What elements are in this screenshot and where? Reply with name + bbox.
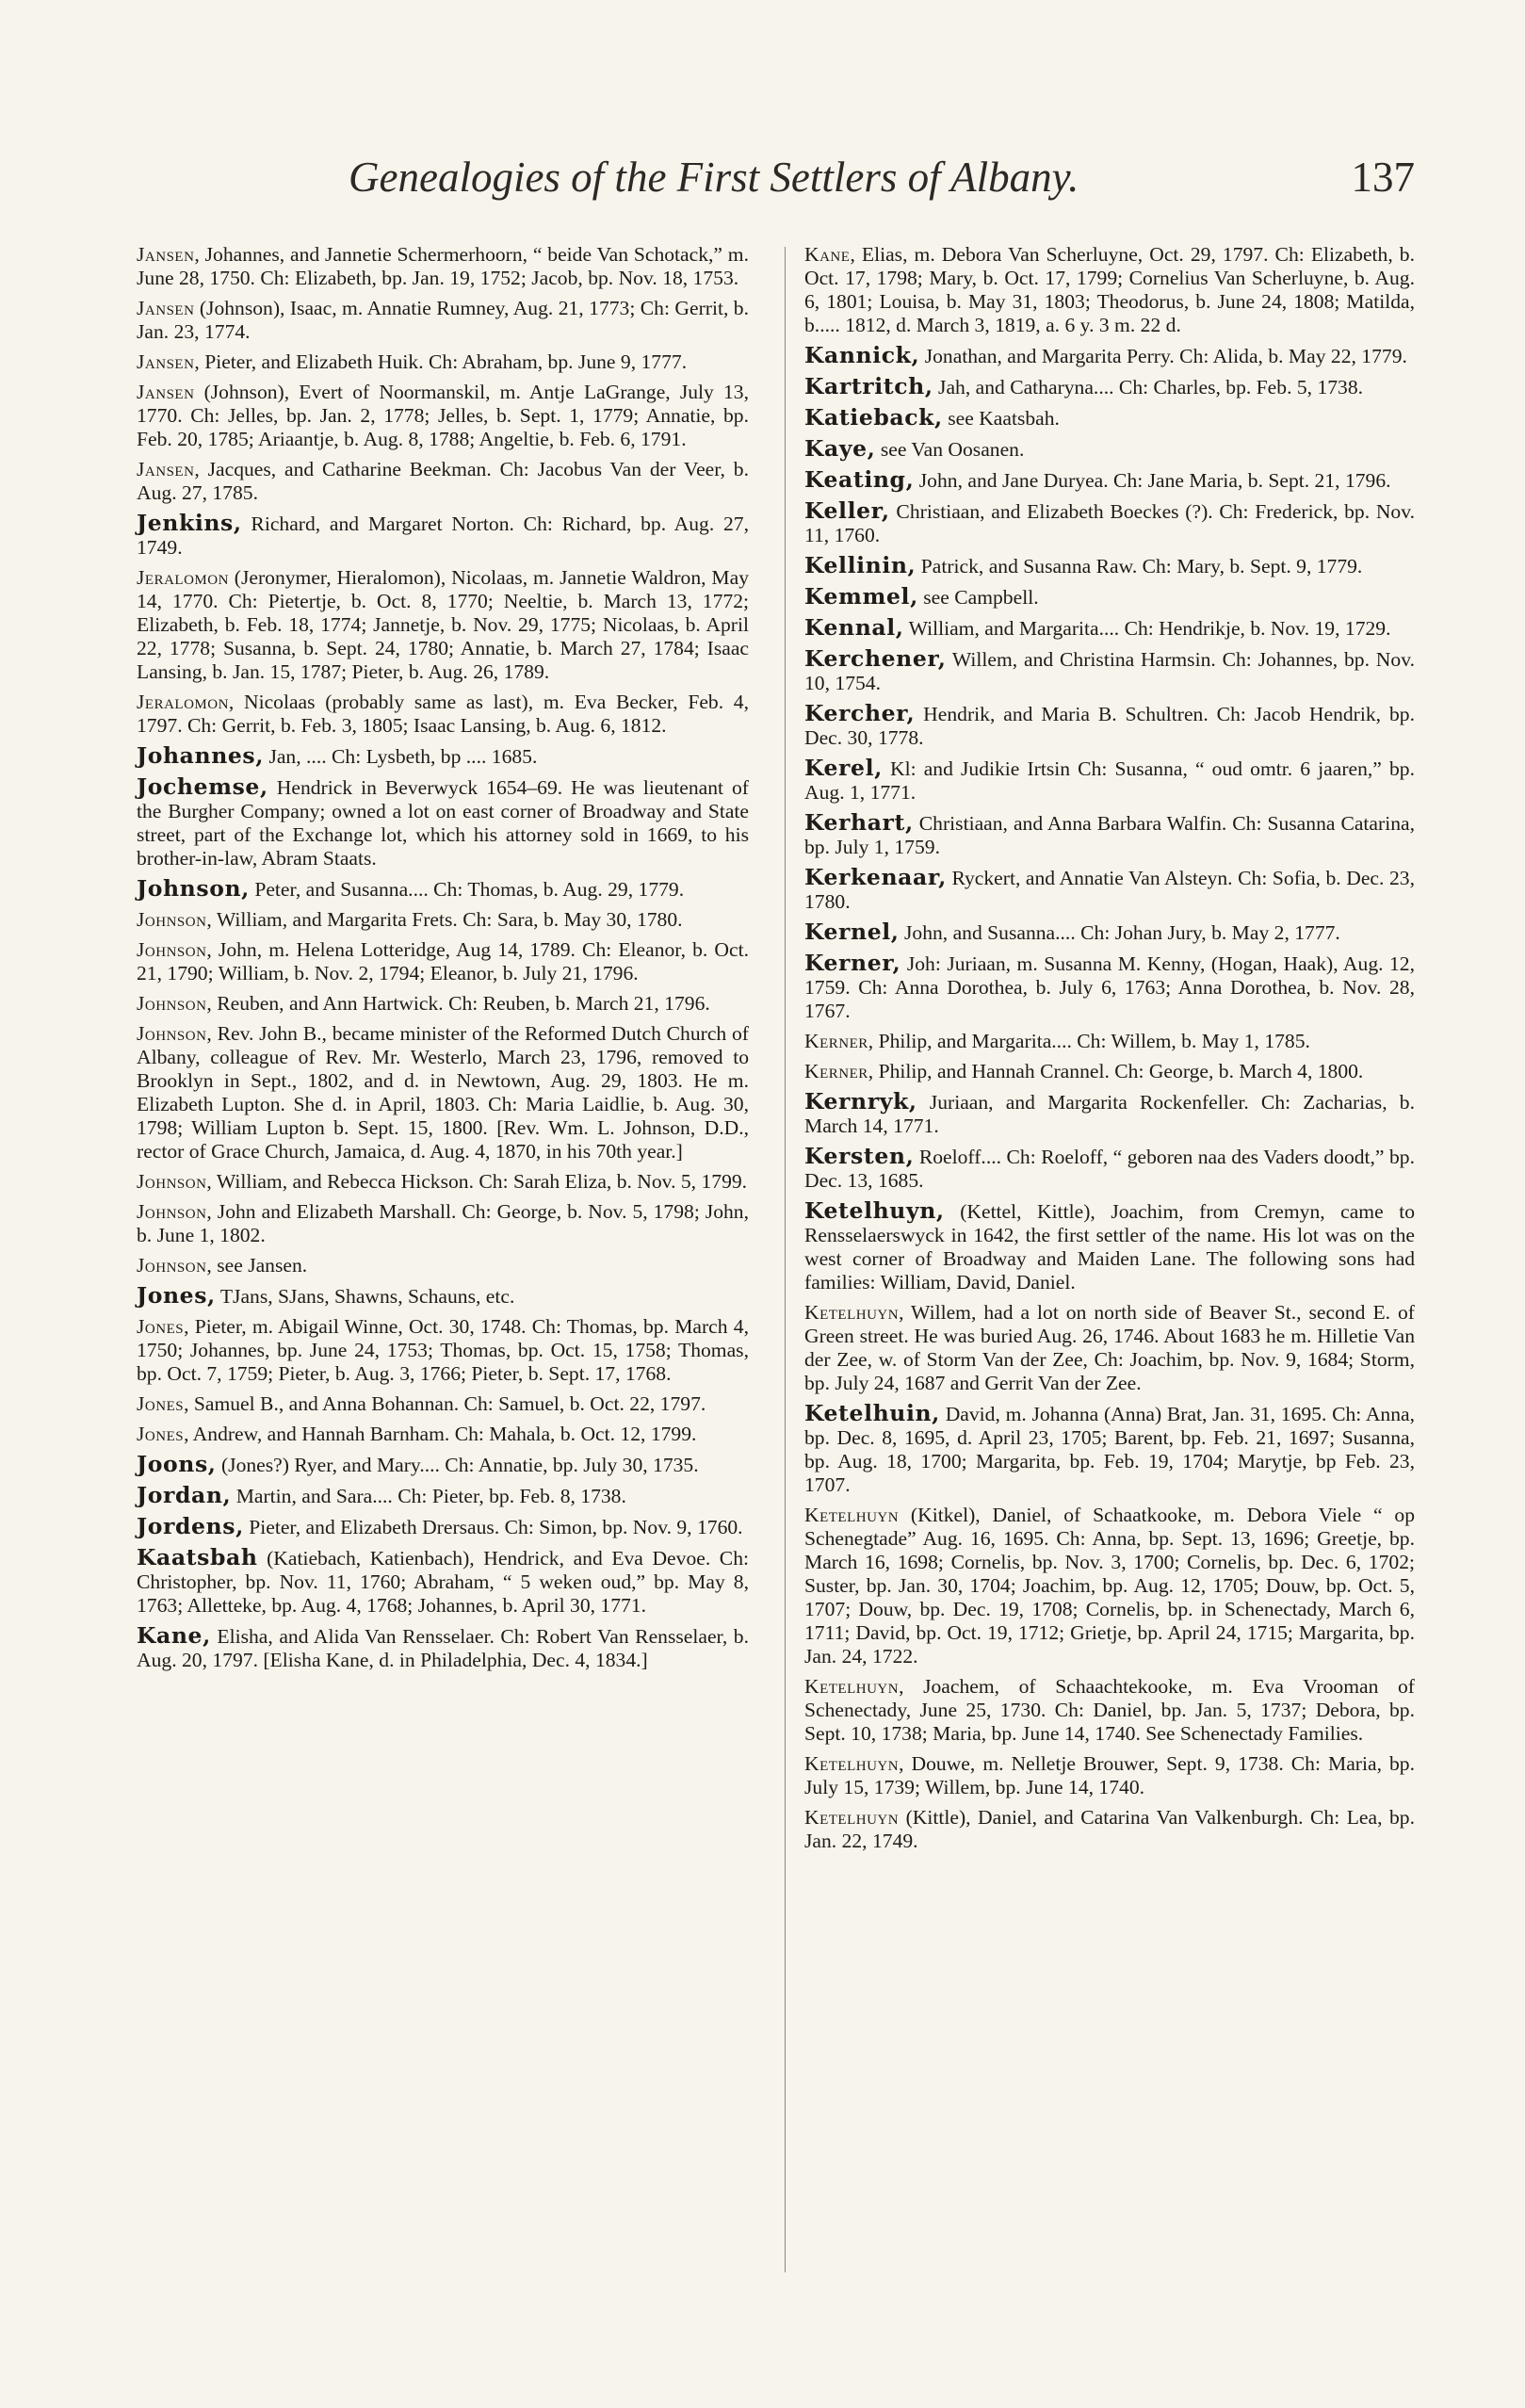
entry-text: Richard, and Margaret Norton. Ch: Richard, bp. Aug. 27, 1749. <box>137 513 749 559</box>
entry-surname: Joons, <box>137 1451 217 1477</box>
entry-text: see Van Oosanen. <box>875 438 1025 461</box>
genealogy-entry <box>137 566 749 684</box>
entry-surname: Ketelhuyn <box>804 1806 900 1829</box>
entry-text: , Rev. John B., became minister of the Reformed Dutch Church of Albany, colleague of Rev. Mr. Westerlo, March 23, 1796, removed to Brooklyn in Sept., 1802, and d. in Newtown, Aug. 29, 1803. He m. Elizabeth Lupton. She d. in April, 1803. Ch: Maria Laidlie, b. Aug. 30, 1798; William Lupton b. Sept. 15, 1800. [Rev. Wm. L. Johnson, D.D., rector of Grace Church, Jamaica, d. Aug. 4, 1870, in his 70th year.] <box>137 1022 749 1163</box>
entry-text: (Kettel, Kittle), Joachim, from Cremyn, came to Rensselaerswyck in 1642, the first settler of the name. His lot was on the west corner of Broadway and Maiden Lane. The following sons had families: William, David, Daniel. <box>804 1200 1415 1293</box>
entry-surname: Kennal, <box>804 614 904 641</box>
genealogy-entry <box>804 702 1415 750</box>
entry-text: , John and Elizabeth Marshall. Ch: George, b. Nov. 5, 1798; John, b. June 1, 1802. <box>137 1200 749 1246</box>
entry-text: see Campbell. <box>917 586 1039 609</box>
entry-surname: Keller, <box>804 497 890 524</box>
entry-surname: Jordens, <box>137 1513 244 1539</box>
entry-text: Kl: and Judikie Irtsin Ch: Susanna, “ oud omtr. 6 jaaren,” bp. Aug. 1, 1771. <box>804 757 1415 804</box>
entry-text: David, m. Johanna (Anna) Brat, Jan. 31, 1695. Ch: Anna, bp. Dec. 8, 1695, d. April 23, 1705; Barent, bp. Feb. 21, 1697; Susanna, bp. Aug. 18, 1700; Margarita, bp. Feb. 19, 1704; Marytje, bp Feb. 23, 1707. <box>804 1403 1415 1496</box>
genealogy-entry <box>137 1392 749 1416</box>
entry-surname: Kercher, <box>804 700 916 726</box>
genealogy-entry <box>137 350 749 374</box>
genealogy-entry <box>804 1145 1415 1193</box>
entry-text: , see Jansen. <box>206 1254 308 1277</box>
entry-text: , William, and Margarita Frets. Ch: Sara, b. May 30, 1780. <box>206 908 683 931</box>
entry-text: (Katiebach, Katienbach), Hendrick, and Eva Devoe. Ch: Christopher, bp. Nov. 11, 1760; Abraham, “ 5 weken oud,” bp. May 8, 1763; Alletteke, bp. Aug. 4, 1768; Johannes, b. April 30, 1771. <box>137 1547 749 1617</box>
entry-surname: Johannes, <box>137 742 265 769</box>
genealogy-entry <box>804 1090 1415 1138</box>
entry-text: (Johnson), Isaac, m. Annatie Rumney, Aug. 21, 1773; Ch: Gerrit, b. Jan. 23, 1774. <box>137 297 749 343</box>
entry-surname: Kerner <box>804 1060 868 1082</box>
entry-text: Patrick, and Susanna Raw. Ch: Mary, b. Sept. 9, 1779. <box>916 555 1363 578</box>
entry-text: (Johnson), Evert of Noormanskil, m. Antje LaGrange, July 13, 1770. Ch: Jelles, bp. Jan. 2, 1778; Jelles, b. Sept. 1, 1779; Annatie, bp. Feb. 20, 1785; Ariaantje, b. Aug. 8, 1788; Angeltie, b. Feb. 6, 1791. <box>137 381 749 450</box>
left-column <box>137 243 749 1679</box>
genealogy-entry <box>804 952 1415 1023</box>
entry-surname: Jeralomon <box>137 566 229 589</box>
entry-surname: Kellinin, <box>804 552 917 578</box>
entry-text: , Philip, and Margarita.... Ch: Willem, b. May 1, 1785. <box>868 1030 1310 1052</box>
genealogy-entry <box>804 344 1415 368</box>
entry-surname: Kerhart, <box>804 809 914 836</box>
genealogy-entry <box>137 1423 749 1446</box>
entry-surname: Kartritch, <box>804 373 933 399</box>
entry-surname: Jones, <box>137 1282 216 1309</box>
genealogy-entry <box>137 775 749 870</box>
entry-surname: Kerel, <box>804 755 883 781</box>
entry-surname: Ketelhuyn <box>804 1504 900 1526</box>
genealogy-entry <box>137 877 749 902</box>
genealogy-entry <box>137 992 749 1016</box>
genealogy-entry <box>804 1504 1415 1668</box>
entry-surname: Ketelhuyn, <box>804 1197 945 1224</box>
entry-text: Ryckert, and Annatie Van Alsteyn. Ch: Sofia, b. Dec. 23, 1780. <box>804 867 1415 913</box>
genealogy-entry <box>804 1301 1415 1395</box>
entry-surname: Johnson <box>137 908 207 931</box>
entry-text: Willem, and Christina Harmsin. Ch: Johannes, bp. Nov. 10, 1754. <box>804 648 1415 694</box>
entry-surname: Jansen <box>137 297 195 319</box>
entry-text: , Nicolaas (probably same as last), m. Eva Becker, Feb. 4, 1797. Ch: Gerrit, b. Feb. 3, 1805; Isaac Lansing, b. Aug. 6, 1812. <box>137 691 749 737</box>
entry-surname: Jones <box>137 1423 185 1445</box>
entry-surname: Jeralomon <box>137 691 229 713</box>
genealogy-entry <box>804 1752 1415 1799</box>
entry-text: Jah, and Catharyna.... Ch: Charles, bp. Feb. 5, 1738. <box>933 376 1364 399</box>
entry-text: , Samuel B., and Anna Bohannan. Ch: Samuel, b. Oct. 22, 1797. <box>184 1392 706 1415</box>
genealogy-entry <box>804 866 1415 914</box>
entry-text: Joh: Juriaan, m. Susanna M. Kenny, (Hogan, Haak), Aug. 12, 1759. Ch: Anna Dorothea, b. July 6, 1763; Anna Dorothea, b. Nov. 28, 1767. <box>804 952 1415 1022</box>
entry-surname: Kerkenaar, <box>804 864 947 890</box>
column-divider <box>785 247 786 2272</box>
entry-surname: Katieback, <box>804 404 943 431</box>
running-header <box>349 153 1415 219</box>
entry-surname: Ketelhuin, <box>804 1400 940 1426</box>
entry-surname: Ketelhuyn <box>804 1752 900 1775</box>
entry-surname: Ketelhuyn <box>804 1675 900 1698</box>
genealogy-entry <box>804 499 1415 547</box>
genealogy-entry <box>804 1060 1415 1083</box>
genealogy-entry <box>137 381 749 451</box>
entry-surname: Kaye, <box>804 435 876 462</box>
entry-surname: Kerchener, <box>804 645 947 672</box>
genealogy-entry <box>804 647 1415 695</box>
entry-text: , Willem, had a lot on north side of Beaver St., second E. of Green street. He was buried Aug. 26, 1746. About 1683 he m. Hilletie Van der Zee, w. of Storm Van der Zee, Ch: Joachim, bp. Nov. 9, 1684; Storm, bp. July 24, 1687 and Gerrit Van der Zee. <box>804 1301 1415 1394</box>
entry-surname: Jones <box>137 1315 185 1338</box>
genealogy-entry <box>137 908 749 932</box>
genealogy-entry <box>137 1515 749 1539</box>
entry-surname: Jordan, <box>137 1482 232 1508</box>
entry-text: see Kaatsbah. <box>942 407 1060 430</box>
entry-text: , Pieter, m. Abigail Winne, Oct. 30, 1748. Ch: Thomas, bp. March 4, 1750; Johannes, bp. June 24, 1753; Thomas, bp. Oct. 15, 1758; Thomas, bp. Oct. 7, 1759; Pieter, b. Aug. 3, 1766; Pieter, b. Sept. 17, 1768. <box>137 1315 749 1385</box>
entry-text: Pieter, and Elizabeth Drersaus. Ch: Simon, bp. Nov. 9, 1760. <box>243 1516 743 1538</box>
entry-text: Jonathan, and Margarita Perry. Ch: Alida, b. May 22, 1779. <box>919 345 1407 367</box>
entry-text: TJans, SJans, Shawns, Schauns, etc. <box>215 1285 515 1308</box>
genealogy-entry <box>804 757 1415 805</box>
genealogy-entry <box>137 1254 749 1277</box>
entry-text: William, and Margarita.... Ch: Hendrikje, b. Nov. 19, 1729. <box>903 617 1391 640</box>
genealogy-entry <box>804 375 1415 399</box>
genealogy-entry <box>804 1030 1415 1053</box>
genealogy-entry <box>137 1484 749 1508</box>
genealogy-entry <box>804 406 1415 431</box>
entry-text: Hendrick in Beverwyck 1654–69. He was lieutenant of the Burgher Company; owned a lot on east corner of Broadway and State street, part of the Exchange lot, which his attorney sold in 1669, to his brother-in-law, Abram Staats. <box>137 776 749 870</box>
entry-text: (Kitkel), Daniel, of Schaatkooke, m. Debora Viele “ op Schenegtade” Aug. 16, 1695. Ch: Anna, bp. Sept. 13, 1696; Greetje, bp. March 16, 1698; Cornelis, bp. Nov. 3, 1700; Cornelis, bp. Dec. 6, 1702; Suster, bp. Jan. 30, 1704; Joachim, bp. Aug. 12, 1705; Douw, bp. Oct. 5, 1707; Douw, bp. Dec. 19, 1708; Cornelis, bp. in Schenectady, March 6, 1711; David, bp. Oct. 19, 1712; Grietje, bp. April 24, 1715; Margarita, bp. Jan. 24, 1722. <box>804 1504 1415 1668</box>
entry-text: (Jeronymer, Hieralomon), Nicolaas, m. Jannetie Waldron, May 14, 1770. Ch: Pietertje, b. Oct. 8, 1770; Neeltie, b. March 13, 1772; Elizabeth, b. Feb. 18, 1774; Jannetje, b. Nov. 29, 1775; Nicolaas, b. April 22, 1778; Susanna, b. Sept. 24, 1780; Annatie, b. March 27, 1784; Isaac Lansing, b. Jan. 15, 1787; Pieter, b. Aug. 26, 1789. <box>137 566 749 683</box>
entry-text: (Jones?) Ryer, and Mary.... Ch: Annatie, bp. July 30, 1735. <box>216 1454 699 1476</box>
entry-text: Christiaan, and Anna Barbara Walfin. Ch: Susanna Catarina, bp. July 1, 1759. <box>804 812 1415 858</box>
genealogy-entry <box>137 297 749 344</box>
genealogy-entry <box>137 1170 749 1194</box>
entry-text: Juriaan, and Margarita Rockenfeller. Ch: Zacharias, b. March 14, 1771. <box>804 1091 1415 1137</box>
genealogy-entry <box>137 1200 749 1247</box>
genealogy-entry <box>804 811 1415 859</box>
entry-surname: Johnson <box>137 938 207 961</box>
genealogy-entry <box>804 1402 1415 1497</box>
entry-surname: Jenkins, <box>137 510 242 536</box>
entry-text: , Joachem, of Schaachtekooke, m. Eva Vrooman of Schenectady, June 25, 1730. Ch: Daniel, bp. Jan. 5, 1737; Debora, bp. Sept. 10, 1738; Maria, bp. June 14, 1740. See Schenectady Families. <box>804 1675 1415 1745</box>
entry-surname: Jansen <box>137 381 195 403</box>
entry-text: Hendrik, and Maria B. Schultren. Ch: Jacob Hendrik, bp. Dec. 30, 1778. <box>804 703 1415 749</box>
genealogy-entry <box>137 1546 749 1618</box>
entry-text: John, and Jane Duryea. Ch: Jane Maria, b. Sept. 21, 1796. <box>914 469 1391 492</box>
entry-surname: Keating, <box>804 466 915 493</box>
entry-text: , Philip, and Hannah Crannel. Ch: George, b. March 4, 1800. <box>868 1060 1364 1082</box>
entry-surname: Kane <box>804 243 851 266</box>
entry-text: , Reuben, and Ann Hartwick. Ch: Reuben, b. March 21, 1796. <box>206 992 710 1015</box>
genealogy-entry <box>804 554 1415 578</box>
entry-text: , Elias, m. Debora Van Scherluyne, Oct. 29, 1797. Ch: Elizabeth, b. Oct. 17, 1798; Mary, b. Oct. 17, 1799; Cornelius Van Scherluyne, b. Aug. 6, 1801; Louisa, b. May 31, 1803; Theodorus, b. June 24, 1808; Matilda, b..... 1812, d. March 3, 1819, a. 6 y. 3 m. 22 d. <box>804 243 1415 336</box>
genealogy-entry <box>137 691 749 738</box>
genealogy-entry <box>804 1675 1415 1746</box>
entry-text: Peter, and Susanna.... Ch: Thomas, b. Aug. 29, 1779. <box>249 878 685 901</box>
entry-surname: Kemmel, <box>804 583 918 610</box>
genealogy-entry <box>137 1022 749 1163</box>
entry-text: Roeloff.... Ch: Roeloff, “ geboren naa des Vaders doodt,” bp. Dec. 13, 1685. <box>804 1146 1415 1192</box>
genealogy-entry <box>804 437 1415 462</box>
entry-surname: Kane, <box>137 1622 211 1649</box>
entry-text: , John, m. Helena Lotteridge, Aug 14, 1789. Ch: Eleanor, b. Oct. 21, 1790; William, b. Nov. 2, 1794; Eleanor, b. July 21, 1796. <box>137 938 749 984</box>
genealogy-entry <box>137 512 749 560</box>
entry-text: , Jacques, and Catharine Beekman. Ch: Jacobus Van der Veer, b. Aug. 27, 1785. <box>137 458 749 504</box>
entry-surname: Kernryk, <box>804 1088 917 1115</box>
genealogy-entry <box>804 243 1415 337</box>
entry-surname: Kerner, <box>804 950 901 976</box>
entry-text: , Pieter, and Elizabeth Huik. Ch: Abraham, bp. June 9, 1777. <box>194 350 688 373</box>
entry-surname: Johnson, <box>137 875 250 902</box>
entry-text: , William, and Rebecca Hickson. Ch: Sarah Eliza, b. Nov. 5, 1799. <box>206 1170 748 1193</box>
entry-text: , Andrew, and Hannah Barnham. Ch: Mahala, b. Oct. 12, 1799. <box>184 1423 697 1445</box>
entry-text: (Kittle), Daniel, and Catarina Van Valkenburgh. Ch: Lea, bp. Jan. 22, 1749. <box>804 1806 1415 1852</box>
entry-surname: Jansen <box>137 458 195 480</box>
page-title: Genealogies of the First Settlers of Albany. <box>349 154 1079 201</box>
entry-text: Jan, .... Ch: Lysbeth, bp .... 1685. <box>264 745 538 768</box>
entry-text: Martin, and Sara.... Ch: Pieter, bp. Feb. 8, 1738. <box>231 1485 626 1507</box>
entry-surname: Johnson <box>137 992 207 1015</box>
genealogy-entry <box>137 1315 749 1386</box>
genealogy-entry <box>137 1624 749 1672</box>
entry-surname: Ketelhuyn <box>804 1301 900 1324</box>
genealogy-entry <box>137 458 749 505</box>
genealogy-entry <box>137 938 749 985</box>
entry-surname: Jones <box>137 1392 185 1415</box>
genealogy-entry <box>804 585 1415 610</box>
entry-surname: Johnson <box>137 1022 207 1045</box>
entry-surname: Kernel, <box>804 919 900 945</box>
entry-surname: Jansen <box>137 243 195 266</box>
genealogy-entry <box>137 1284 749 1309</box>
entry-surname: Kersten, <box>804 1143 915 1169</box>
genealogy-entry <box>804 1806 1415 1853</box>
genealogy-entry <box>137 1453 749 1477</box>
entry-surname: Kerner <box>804 1030 868 1052</box>
entry-surname: Johnson <box>137 1200 207 1223</box>
entry-surname: Jansen <box>137 350 195 373</box>
entry-text: , Johannes, and Jannetie Schermerhoorn, “ beide Van Schotack,” m. June 28, 1750. Ch: Elizabeth, bp. Jan. 19, 1752; Jacob, bp. Nov. 18, 1753. <box>137 243 749 289</box>
entry-text: Elisha, and Alida Van Rensselaer. Ch: Robert Van Rensselaer, b. Aug. 20, 1797. [Elisha Kane, d. in Philadelphia, Dec. 4, 1834.] <box>137 1625 749 1671</box>
entry-text: , Douwe, m. Nelletje Brouwer, Sept. 9, 1738. Ch: Maria, bp. July 15, 1739; Willem, bp. June 14, 1740. <box>804 1752 1415 1798</box>
entry-text: John, and Susanna.... Ch: Johan Jury, b. May 2, 1777. <box>899 921 1340 944</box>
genealogy-entry <box>804 920 1415 945</box>
page-number: 137 <box>1351 154 1415 201</box>
entry-surname: Johnson <box>137 1170 207 1193</box>
right-column <box>804 243 1415 1860</box>
genealogy-entry <box>804 468 1415 493</box>
genealogy-entry <box>804 1199 1415 1294</box>
entry-text: Christiaan, and Elizabeth Boeckes (?). Ch: Frederick, bp. Nov. 11, 1760. <box>804 500 1415 546</box>
entry-surname: Kaatsbah <box>137 1544 258 1570</box>
genealogy-entry <box>137 744 749 769</box>
entry-surname: Jochemse, <box>137 773 268 800</box>
genealogy-entry <box>804 616 1415 641</box>
genealogy-entry <box>137 243 749 290</box>
entry-surname: Kannick, <box>804 342 920 368</box>
entry-surname: Johnson <box>137 1254 207 1277</box>
